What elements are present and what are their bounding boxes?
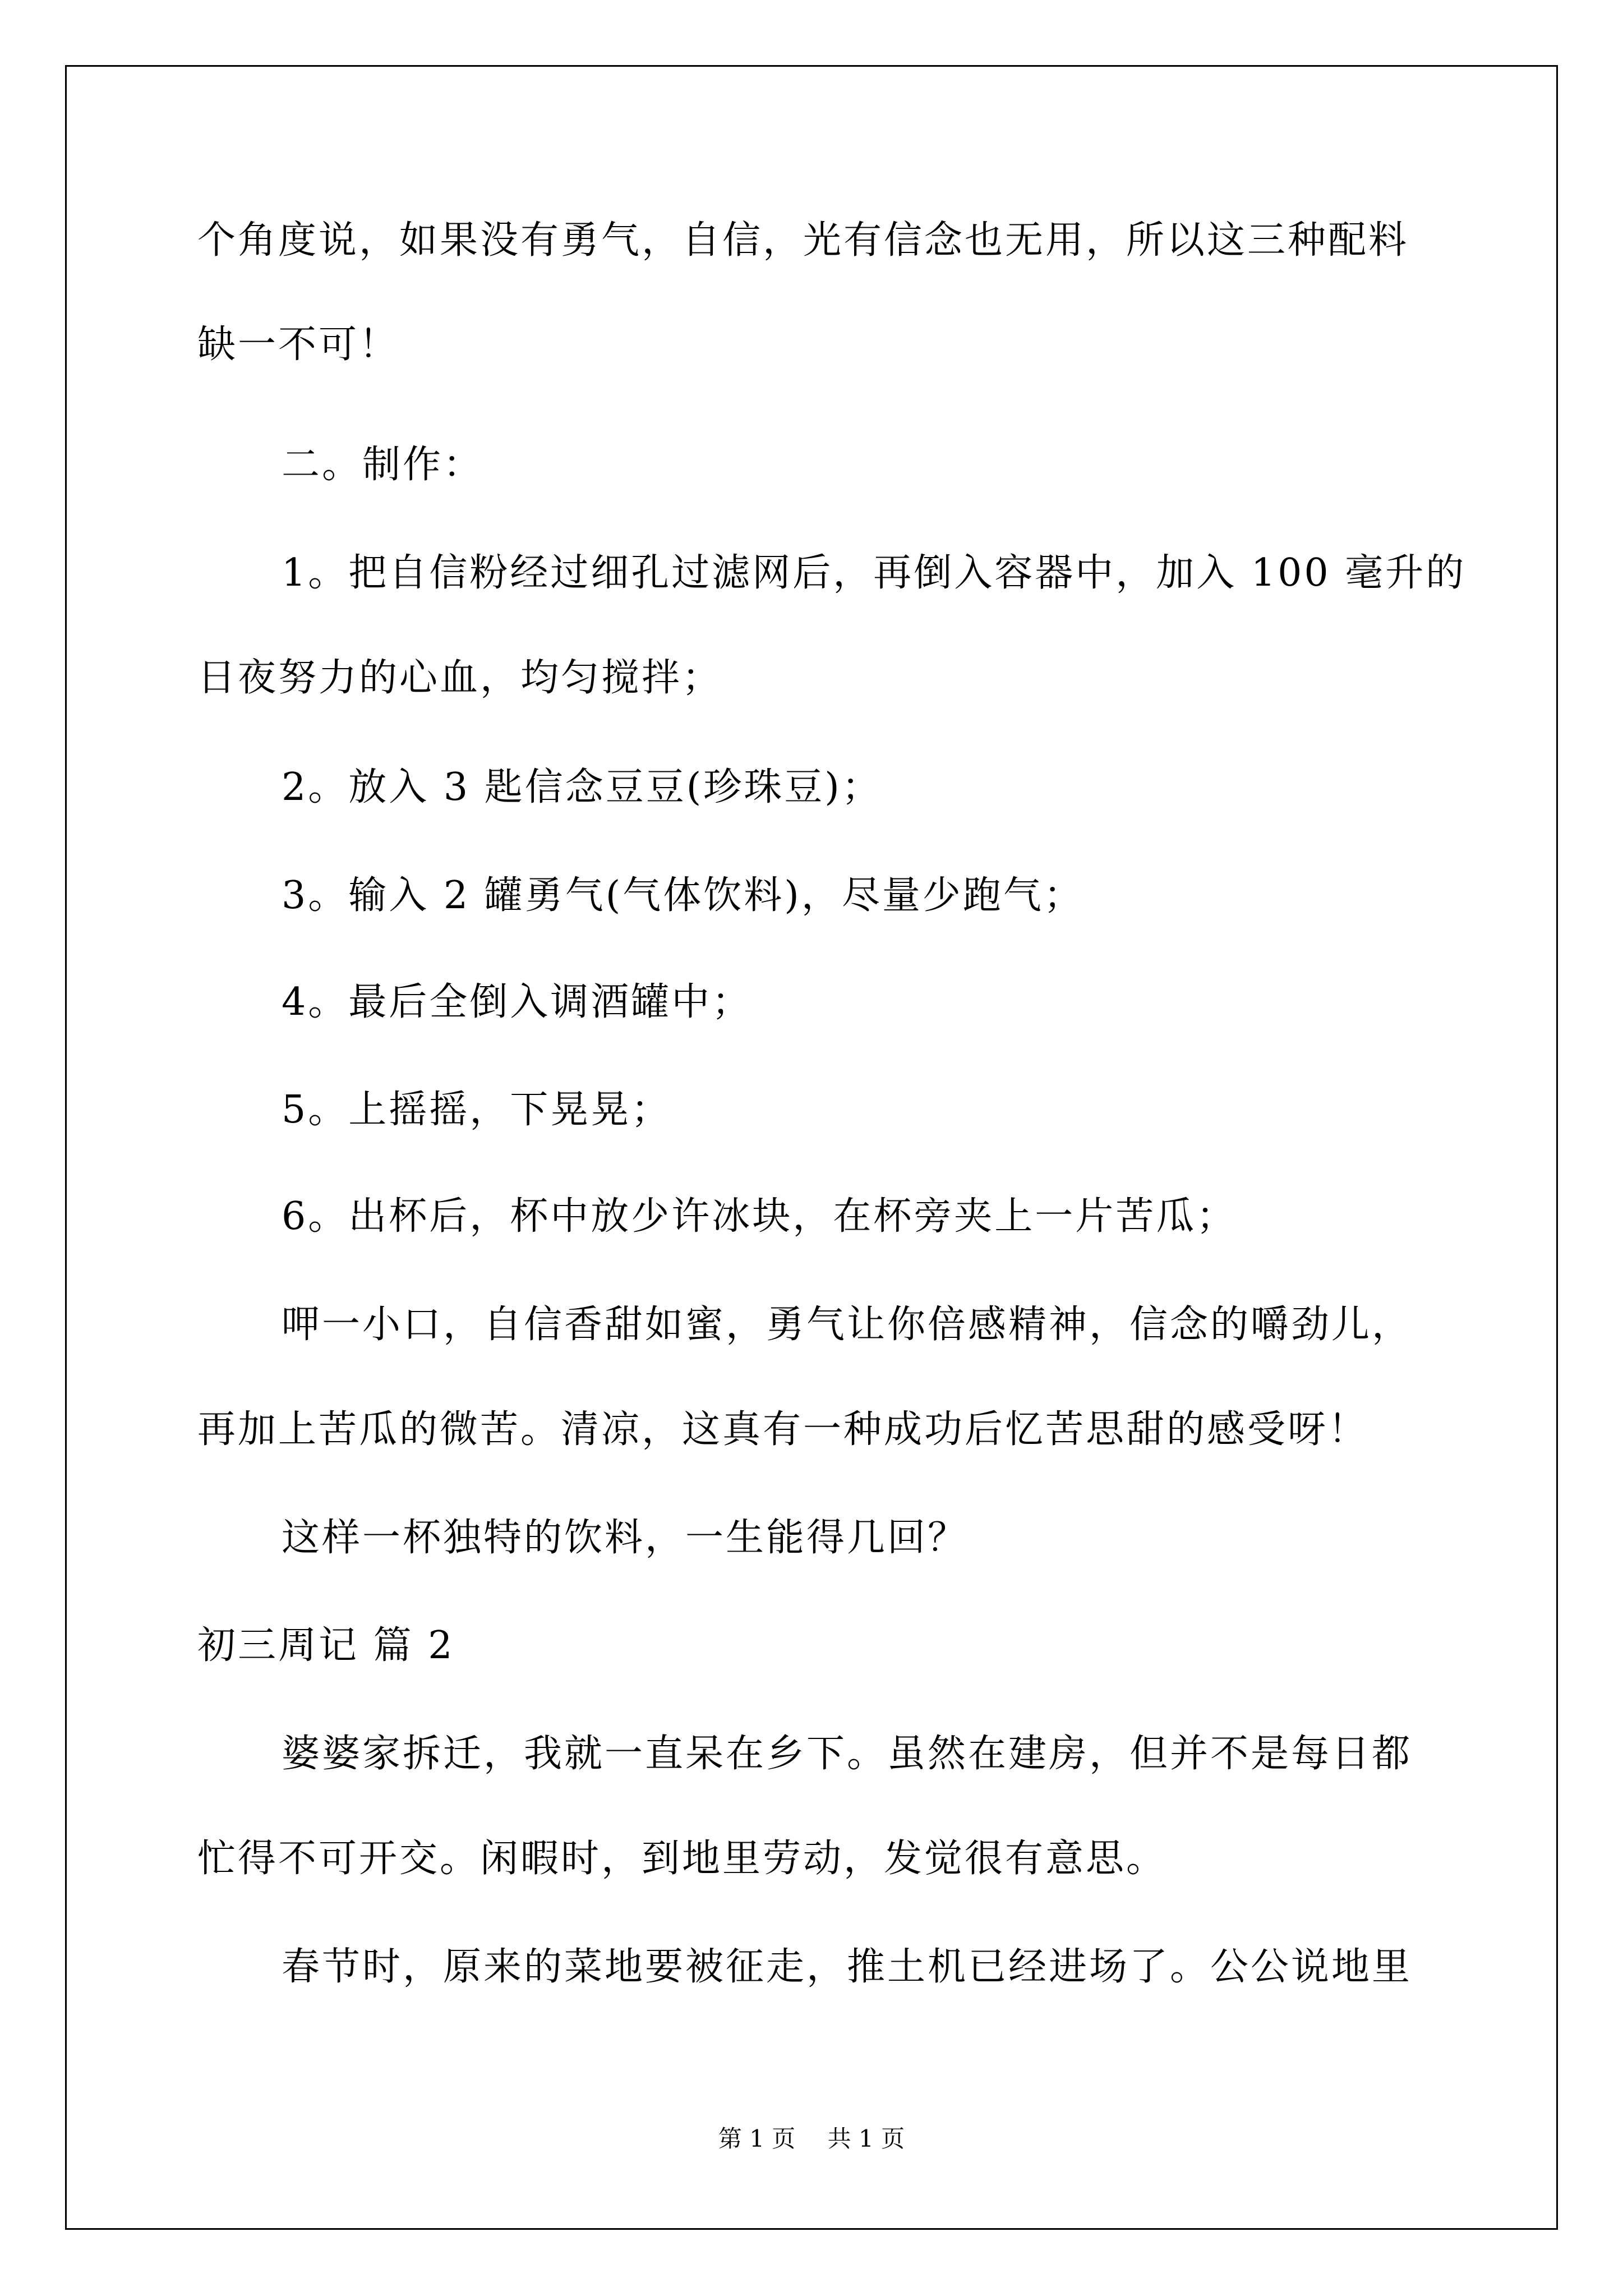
page-number: 第 1 页 — [718, 2125, 796, 2152]
page-border — [65, 65, 1558, 2230]
step-item: 4。最后全倒入调酒罐中； — [282, 980, 753, 1024]
paragraph-line: 个角度说，如果没有勇气，自信，光有信念也无用，所以这三种配料 — [197, 218, 1409, 263]
step-item: 1。把自信粉经过细孔过滤网后，再倒入容器中，加入 100 毫升的 — [282, 551, 1467, 595]
step-item: 2。放入 3 匙信念豆豆(珍珠豆)； — [282, 765, 882, 809]
paragraph-line: 春节时，原来的菜地要被征走，推土机已经进场了。公公说地里 — [282, 1945, 1413, 1989]
page-footer — [0, 2127, 1623, 2151]
paragraph-line: 婆婆家拆迁，我就一直呆在乡下。虽然在建房，但并不是每日都 — [282, 1732, 1413, 1776]
step-item: 5。上摇摇，下晃晃； — [282, 1088, 672, 1132]
paragraph-line: 这样一杯独特的饮料，一生能得几回？ — [282, 1516, 969, 1560]
step-item: 6。出杯后，杯中放少许冰块，在杯旁夹上一片苦瓜； — [282, 1194, 1237, 1239]
step-item: 3。输入 2 罐勇气(气体饮料)，尽量少跑气； — [282, 873, 1084, 918]
paragraph-line: 缺一不可！ — [197, 323, 400, 367]
section-heading: 二。制作： — [282, 443, 484, 487]
article-heading: 初三周记 篇 2 — [197, 1623, 455, 1668]
paragraph-line: 呷一小口，自信香甜如蜜，勇气让你倍感精神，信念的嚼劲儿， — [282, 1303, 1413, 1347]
paragraph-line: 日夜努力的心血，均匀搅拌； — [197, 656, 723, 700]
paragraph-line: 忙得不可开交。闲暇时，到地里劳动，发觉很有意思。 — [197, 1837, 1167, 1881]
paragraph-line: 再加上苦瓜的微苦。清凉，这真有一种成功后忆苦思甜的感受呀！ — [197, 1407, 1369, 1452]
page-count: 共 1 页 — [827, 2125, 905, 2152]
